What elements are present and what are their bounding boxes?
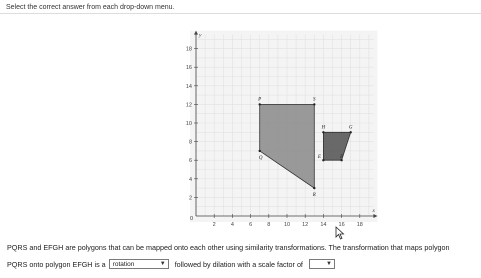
vertex-label: P — [258, 97, 262, 103]
x-tick-label: 18 — [356, 222, 363, 228]
vertex-point — [313, 103, 315, 105]
y-tick-label: 6 — [188, 158, 192, 165]
chevron-down-icon: ▼ — [325, 261, 332, 267]
scale-factor-dropdown[interactable] — [309, 259, 335, 269]
vertex-label: Q — [258, 155, 263, 161]
chevron-down-icon: ▼ — [159, 261, 166, 267]
vertex-label: R — [312, 193, 316, 199]
y-tick-label: 18 — [185, 46, 192, 53]
y-tick-label: 10 — [185, 121, 192, 127]
y-tick-label: 12 — [185, 102, 192, 109]
x-tick-label: 4 — [230, 222, 234, 228]
x-tick-label: 8 — [267, 222, 271, 228]
origin-label: 0 — [189, 216, 193, 222]
vertex-point — [350, 131, 352, 133]
y-tick-label: 4 — [188, 176, 192, 183]
vertex-label: E — [317, 155, 321, 161]
transformation-dropdown[interactable] — [109, 259, 169, 269]
vertex-point — [322, 131, 324, 133]
x-axis-label: x — [372, 208, 375, 214]
question-sentence-1: PQRS and EFGH are polygons that can be mapped onto each other using similarity transformations. The transformation that maps polygon — [7, 243, 450, 252]
instruction-text: Select the correct answer from each drop-down menu. — [6, 4, 175, 11]
y-tick-label: 8 — [188, 139, 192, 146]
x-tick-label: 2 — [212, 222, 216, 228]
transformation-dropdown-value: rotation — [112, 260, 135, 268]
vertex-label: S — [313, 97, 316, 103]
mouse-pointer-icon — [335, 226, 345, 240]
x-tick-label: 16 — [338, 222, 345, 228]
x-tick-label: 14 — [320, 222, 327, 228]
vertex-point — [259, 150, 261, 152]
vertex-label: F — [340, 155, 344, 161]
question-sentence-2-prefix: PQRS onto polygon EFGH is a — [7, 259, 106, 269]
vertex-point — [313, 187, 315, 189]
x-tick-label: 12 — [302, 222, 309, 228]
vertex-point — [322, 159, 324, 161]
y-tick-label: 14 — [185, 83, 192, 90]
y-axis-label: y — [199, 32, 202, 39]
x-tick-label: 10 — [283, 222, 291, 228]
y-tick-label: 2 — [188, 195, 192, 202]
vertex-label: G — [348, 125, 353, 131]
vertex-label: H — [321, 125, 326, 131]
vertex-point — [259, 103, 261, 105]
question-sentence-2 — [7, 259, 341, 269]
y-tick-label: 16 — [185, 65, 192, 72]
x-tick-label: 6 — [249, 222, 253, 228]
question-sentence-2-middle: followed by dilation with a scale factor of — [174, 259, 303, 269]
